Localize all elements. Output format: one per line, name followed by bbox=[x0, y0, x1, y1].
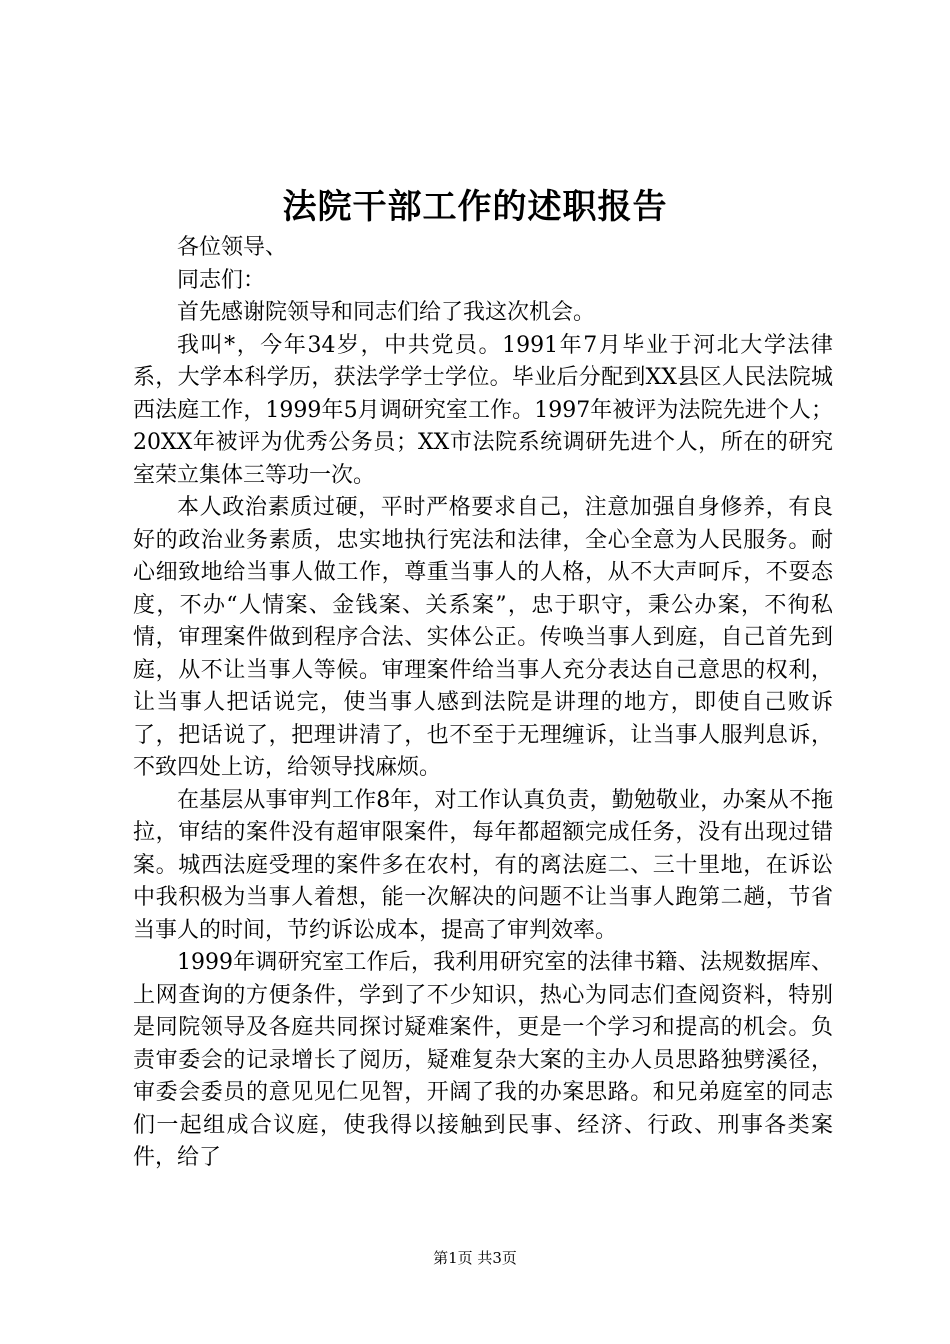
paragraph-salutation-1: 各位领导、 bbox=[177, 235, 288, 260]
paragraph-political-quality: 本人政治素质过硬，平时严格要求自己，注意加强自身修养，有良好的政治业务素质，忠实地执行宪法和法律，全心全意为人民服务。耐心细致地给当事人做工作，尊重当事人的人格，从不大声呵斥，不耍态度，不办“人情案、金钱案、关系案”，忠于职守，秉公办案，不徇私情，审理案件做到程序合法、实体公正。传唤当事人到庭，自己首先到庭，从不让当事人等候。审理案件给当事人充分表达自己意思的权利，让当事人把话说完，使当事人感到法院是讲理的地方，即使自己败诉了，把话说了，把理讲清了，也不至于无理缠诉，让当事人服判息诉，不致四处上访，给领导找麻烦。 bbox=[133, 495, 833, 780]
paragraph-trial-work: 在基层从事审判工作8年，对工作认真负责，勤勉敬业，办案从不拖拉，审结的案件没有超审限案件，每年都超额完成任务，没有出现过错案。城西法庭受理的案件多在农村，有的离法庭二、三十里地，在诉讼中我积极为当事人着想，能一次解决的问题不让当事人跑第二趟，节省当事人的时间，节约诉讼成本，提高了审判效率。 bbox=[133, 787, 833, 943]
document-body bbox=[133, 232, 833, 1175]
document-title: 法院干部工作的述职报告 bbox=[282, 187, 668, 227]
paragraph-research-office: 1999年调研究室工作后，我利用研究室的法律书籍、法规数据库、上网查询的方便条件，学到了不少知识，热心为同志们查阅资料，特别是同院领导及各庭共同探讨疑难案件，更是一个学习和提高的机会。负责审委会的记录增长了阅历，疑难复杂大案的主办人员思路独劈溪径，审委会委员的意见见仁见智，开阔了我的办案思路。和兄弟庭室的同志们一起组成合议庭，使我得以接触到民事、经济、行政、刑事各类案件，给了 bbox=[133, 950, 833, 1170]
paragraph-opening: 首先感谢院领导和同志们给了我这次机会。 bbox=[177, 300, 596, 325]
paragraph-salutation-2: 同志们： bbox=[177, 267, 266, 293]
page-footer: 第1页 共3页 bbox=[433, 1249, 517, 1267]
paragraph-background: 我叫*，今年34岁，中共党员。1991年7月毕业于河北大学法律系，大学本科学历，获法学学士学位。毕业后分配到XX县区人民法院城西法庭工作，1999年5月调研究室工作。1997年被评为法院先进个人；20XX年被评为优秀公务员；XX市法院系统调研先进个人，所在的研究室荣立集体三等功一次。 bbox=[133, 332, 833, 488]
